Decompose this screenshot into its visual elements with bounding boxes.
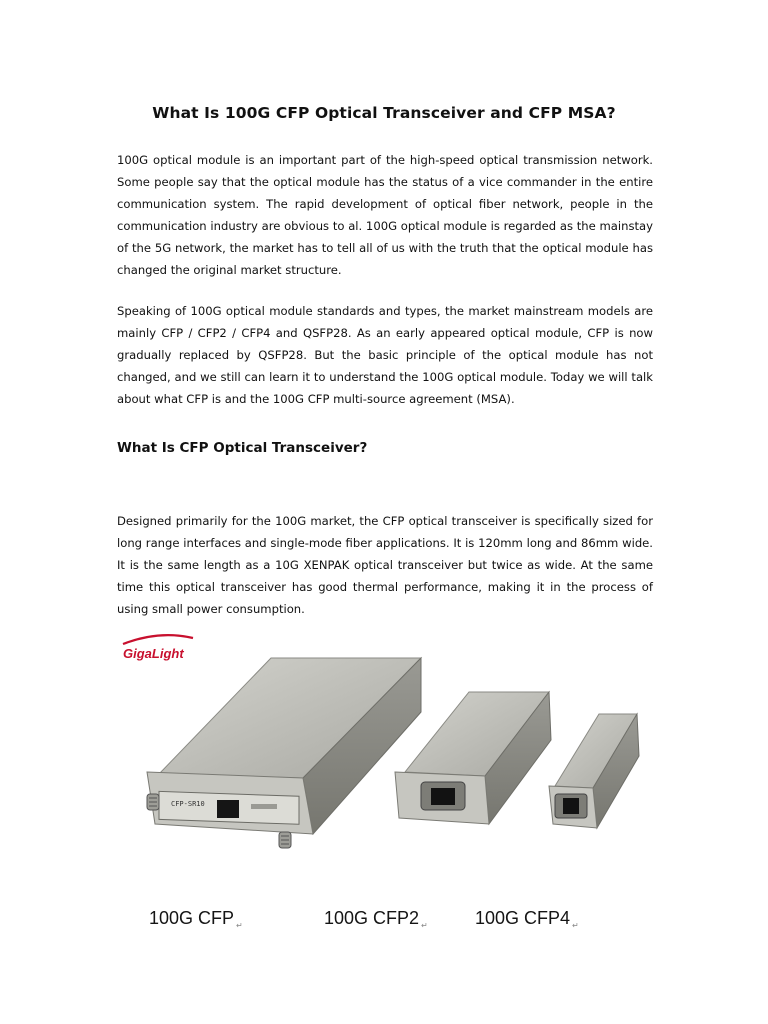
cfp-description-paragraph: Designed primarily for the 100G market, the CFP optical transceiver is specifically sized for long range interfaces and single-mode fiber applications. It is 120mm long and 86mm wide. It is the same length as a 10G XENPAK optical transceiver but twice as wide. At the same time this optical transceiver has good thermal performance, making it in the process of using small power consumption. [117, 514, 653, 616]
caption-cfp2-text: 100G CFP2 [324, 908, 420, 928]
caption-cfp-text: 100G CFP [149, 908, 235, 928]
paragraph-mark-icon: ↵ [236, 921, 243, 930]
brand-logo: GigaLight [123, 646, 184, 661]
page-title: What Is 100G CFP Optical Transceiver and CFP MSA? [152, 104, 616, 123]
caption-cfp4-text: 100G CFP4 [475, 908, 571, 928]
section-heading: What Is CFP Optical Transceiver? [117, 440, 368, 456]
cfp4-module [549, 714, 639, 828]
paragraph-mark-icon: ↵ [572, 921, 579, 930]
cfp-module [147, 658, 421, 848]
caption-cfp2 [324, 908, 428, 930]
standards-paragraph: Speaking of 100G optical module standards and types, the market mainstream models are mainly CFP / CFP2 / CFP4 and QSFP28. As an early appeared optical module, CFP is now gradually replaced by QSFP28. But the basic principle of the optical module has not changed, and we still can learn it to understand the 100G optical module. Today we will talk about what CFP is and the 100G CFP multi-source agreement (MSA). [117, 304, 653, 406]
cfp-module-label: CFP-SR10 [171, 800, 205, 808]
transceiver-illustration [119, 622, 653, 938]
logo-swoosh-icon [123, 635, 193, 644]
paragraph-mark-icon: ↵ [421, 921, 428, 930]
transceiver-photo [119, 622, 653, 938]
caption-cfp [149, 908, 243, 930]
caption-cfp4 [475, 908, 579, 930]
intro-paragraph: 100G optical module is an important part of the high-speed optical transmission network. Some people say that the optical module has the status of a vice commander in the entire communication system. The rapid development of optical fiber network, people in the communication industry are obvious to al. 100G optical module is regarded as the mainstay of the 5G network, the market has to tell all of us with the truth that the optical module has changed the original market structure. [117, 153, 653, 277]
